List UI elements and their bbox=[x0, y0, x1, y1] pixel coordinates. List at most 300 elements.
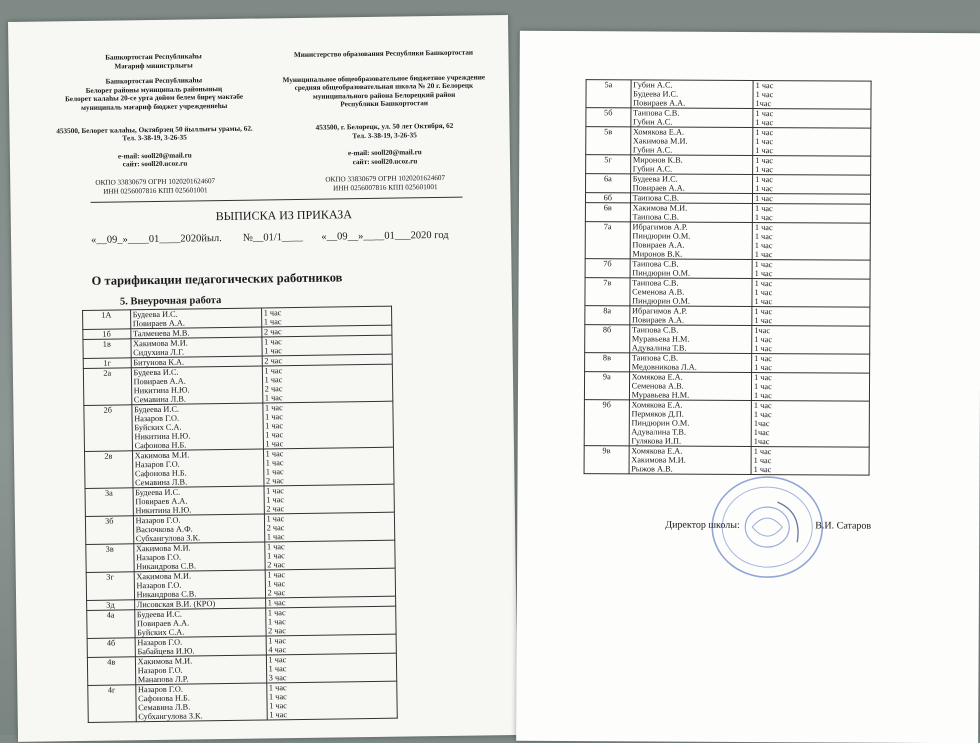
teacher-name: Повираев А.А. bbox=[135, 496, 188, 507]
hours-value: 1 час bbox=[264, 393, 283, 403]
teacher-name: Будеева И.С. bbox=[632, 174, 678, 184]
hours-value: 2 час bbox=[267, 560, 286, 570]
teacher-name: Адувалина Т.В. bbox=[631, 343, 687, 353]
hours-value: 1 час bbox=[753, 391, 772, 401]
teacher-name: Губин А.С. bbox=[633, 117, 673, 127]
hours-value: 1 час bbox=[265, 458, 284, 468]
doc-section: 5. Внеурочная работа bbox=[119, 295, 222, 308]
teacher-name: Миронов К.В. bbox=[632, 155, 683, 165]
teacher-cell bbox=[631, 80, 754, 109]
teacher-cell bbox=[134, 608, 265, 638]
hours-value: 1 час bbox=[754, 335, 773, 345]
teacher-name: Таипова С.В. bbox=[631, 325, 679, 335]
hours-value: 1 час bbox=[754, 316, 773, 326]
hours-value: 1 час bbox=[264, 366, 283, 376]
teacher-name: Медовникова Л.А. bbox=[631, 362, 697, 372]
director-role: Директор школы: bbox=[665, 519, 740, 531]
hours-value: 1 час bbox=[754, 232, 773, 242]
teacher-name: Повираев А.А. bbox=[136, 618, 190, 629]
teacher-cell bbox=[135, 655, 266, 685]
table-row bbox=[585, 278, 870, 307]
class-cell: 7б bbox=[585, 259, 630, 278]
hours-value: 1 час bbox=[755, 165, 773, 175]
hours-value: 1 час bbox=[754, 269, 773, 279]
hours-value: 1 час bbox=[755, 118, 774, 128]
header-left-address: 453500, Белорет ҡалаһы, Октябрзең 50 йыллығы урамы, 62. bbox=[56, 124, 253, 135]
class-cell: 1в bbox=[83, 339, 131, 359]
hours-cell bbox=[264, 512, 395, 542]
teacher-name: Семавина Л.В. bbox=[133, 394, 187, 405]
hours-cell bbox=[264, 484, 395, 514]
hours-value: 1 час bbox=[268, 692, 287, 702]
class-cell: 1б bbox=[83, 329, 131, 340]
teacher-name: Пермяков Д.П. bbox=[631, 409, 684, 419]
table-row bbox=[87, 606, 396, 638]
table-row bbox=[585, 203, 870, 223]
hours-value: 1 час bbox=[265, 467, 284, 477]
hours-value: 1 час bbox=[754, 307, 773, 317]
teacher-name: Таипова С.В. bbox=[633, 108, 680, 118]
teacher-name: Будеева И.С. bbox=[136, 609, 182, 620]
teacher-name: Назаров Г.О. bbox=[134, 459, 180, 470]
hours-value: 1 час bbox=[265, 449, 284, 459]
hours-cell bbox=[264, 540, 395, 570]
teacher-cell bbox=[629, 372, 752, 401]
hours-value: 1 час bbox=[268, 664, 287, 674]
extracurricular-table-right bbox=[584, 79, 872, 475]
teacher-name: Субхангулова З.К. bbox=[135, 533, 201, 544]
header-right bbox=[263, 48, 505, 194]
hours-value: 1 час bbox=[268, 683, 287, 693]
teacher-name: Пиндюрин О.М. bbox=[632, 231, 691, 241]
hours-value: 1 час bbox=[754, 279, 773, 289]
teacher-name: Никитина Н.Ю. bbox=[135, 505, 192, 516]
teacher-name: Манапова Л.Р. bbox=[137, 674, 189, 685]
class-cell: 5в bbox=[586, 127, 631, 155]
hours-cell bbox=[266, 681, 397, 720]
hours-value: 1 час bbox=[267, 598, 286, 608]
teacher-cell bbox=[133, 514, 264, 544]
teacher-name: Назаров Г.О. bbox=[135, 515, 181, 526]
header-right-site: сайт: sooll20.ucoz.ru bbox=[352, 157, 418, 166]
table-row bbox=[88, 681, 397, 722]
teacher-name: Хакимова М.И. bbox=[133, 338, 188, 349]
class-cell: 4г bbox=[88, 685, 136, 723]
teacher-name: Субхангулова З.К. bbox=[138, 711, 203, 722]
hours-value: 1 час bbox=[754, 260, 773, 270]
teacher-name: Хакимова М.И. bbox=[632, 203, 688, 213]
hours-value: 1 час bbox=[754, 213, 773, 223]
hours-cell bbox=[266, 653, 397, 683]
doc-date-line: «__09_»____01____2020йыл. №__01/1____ «__09__»____01___2020 год bbox=[90, 229, 449, 246]
hours-cell bbox=[753, 81, 871, 110]
hours-value: 1 час bbox=[753, 465, 772, 475]
teacher-cell bbox=[131, 337, 262, 358]
class-cell: 5г bbox=[586, 155, 631, 174]
teacher-cell bbox=[130, 308, 261, 329]
table-row bbox=[584, 446, 869, 475]
teacher-cell bbox=[133, 486, 264, 516]
header-right-okpo: ОКПО 33830679 ОГРН 1020201624607 bbox=[325, 174, 446, 184]
hours-value: 1 час bbox=[754, 204, 773, 214]
hours-value: 1 час bbox=[754, 344, 773, 354]
table-row bbox=[87, 653, 396, 685]
table-row bbox=[586, 174, 871, 194]
teacher-name: Будеева И.С. bbox=[133, 404, 180, 415]
doc-title: ВЫПИСКА ИЗ ПРИКАЗА bbox=[215, 207, 353, 224]
teacher-cell bbox=[132, 449, 263, 488]
header-left-school-2: Белорет районы муниципаль районының bbox=[85, 84, 223, 95]
hours-value: 1 час bbox=[754, 297, 773, 307]
teacher-name: Никитина Н.Ю. bbox=[133, 385, 190, 396]
hours-cell bbox=[751, 447, 869, 476]
header-divider bbox=[91, 197, 463, 203]
hours-value: 1 час bbox=[755, 175, 773, 185]
hours-value: 1час bbox=[753, 419, 770, 429]
teacher-name: Адувалина Т.В. bbox=[631, 427, 687, 437]
teacher-name: Таипова С.В. bbox=[631, 353, 679, 363]
class-cell: 6б bbox=[585, 193, 630, 203]
hours-value: 1 час bbox=[269, 701, 287, 711]
hours-value: 2 час bbox=[263, 327, 282, 337]
hours-value: 1час bbox=[753, 428, 770, 438]
hours-value: 2 час bbox=[264, 356, 283, 366]
hours-value: 1 час bbox=[755, 156, 774, 166]
hours-value: 3 час bbox=[268, 673, 287, 683]
teacher-name: Муравьева Н.М. bbox=[631, 334, 690, 344]
teacher-cell bbox=[629, 353, 752, 373]
hours-value: 2 час bbox=[267, 588, 286, 598]
teacher-name: Талменева М.В. bbox=[132, 328, 190, 339]
teacher-name: Сафонова Н.Б. bbox=[138, 693, 190, 704]
teacher-name: Будеева И.С. bbox=[133, 367, 179, 378]
class-cell: 6а bbox=[586, 174, 631, 193]
hours-cell bbox=[265, 568, 396, 598]
hours-value: 1 час bbox=[755, 81, 774, 91]
table-row bbox=[585, 306, 870, 326]
teacher-name: Таипова С.В. bbox=[632, 278, 679, 288]
teacher-name: Хакимова М.И. bbox=[137, 656, 193, 667]
class-cell: 1А bbox=[83, 310, 131, 330]
teacher-cell bbox=[630, 174, 753, 194]
hours-value: 1 час bbox=[754, 354, 772, 364]
teacher-cell bbox=[630, 278, 753, 307]
teacher-cell bbox=[629, 306, 752, 326]
teacher-name: Бабайцева И.Ю. bbox=[137, 646, 195, 657]
class-cell: 8б bbox=[585, 325, 630, 353]
teacher-cell bbox=[135, 683, 266, 722]
hours-cell bbox=[262, 401, 393, 449]
hours-cell bbox=[752, 223, 870, 261]
class-cell: 4а bbox=[87, 610, 135, 639]
header-left-phone: Тел. 3-38-19, 3-26-35 bbox=[122, 133, 187, 143]
teacher-name: Буйских С.А. bbox=[137, 627, 185, 638]
hours-value: 1 час bbox=[264, 337, 282, 347]
teacher-name: Хомякова Е.А. bbox=[632, 127, 685, 137]
teacher-name: Никитина Н.Ю. bbox=[134, 431, 191, 442]
teacher-name: Губин А.С. bbox=[632, 145, 673, 155]
hours-cell bbox=[752, 354, 870, 374]
teacher-name: Семавина Л.В. bbox=[134, 477, 188, 488]
hours-value: 1 час bbox=[754, 288, 773, 298]
hours-value: 1 час bbox=[266, 532, 285, 542]
teacher-cell bbox=[629, 400, 752, 447]
teacher-name: Повираев А.А. bbox=[633, 98, 686, 108]
table-row bbox=[85, 484, 394, 516]
header-left-org: Башкортостан Республикаһы bbox=[105, 52, 202, 62]
hours-cell bbox=[752, 307, 870, 327]
hours-cell bbox=[263, 447, 394, 486]
header-right-school-3: муниципального района Белорецкий район bbox=[312, 90, 456, 101]
teacher-cell bbox=[629, 325, 752, 354]
extracurricular-table-left bbox=[82, 306, 398, 723]
hours-cell bbox=[262, 335, 393, 356]
class-cell: 4в bbox=[87, 657, 135, 686]
hours-cell bbox=[753, 194, 871, 205]
table-row bbox=[584, 400, 869, 447]
table-row bbox=[86, 568, 395, 600]
header-left-inn: ИНН 0256007816 КПП 025601001 bbox=[103, 185, 208, 196]
teacher-cell bbox=[630, 259, 753, 279]
teacher-cell bbox=[631, 108, 754, 128]
class-cell: 3а bbox=[85, 488, 133, 517]
hours-value: 1час bbox=[753, 437, 770, 447]
class-cell: 7а bbox=[585, 222, 630, 259]
class-cell: 7в bbox=[585, 278, 630, 306]
teacher-cell bbox=[629, 446, 752, 475]
teacher-name: Миронов В.К. bbox=[632, 249, 683, 259]
header-left-school-4: муниципаль мәғариф бюджет учреждениеһы bbox=[81, 101, 228, 112]
teacher-name: Назаров Г.О. bbox=[137, 665, 183, 676]
teacher-name: Хакимова М.И. bbox=[136, 571, 192, 582]
table-row bbox=[585, 353, 870, 373]
hours-value: 1 час bbox=[755, 90, 774, 100]
teacher-name: Пиндюрин О.М. bbox=[632, 296, 691, 306]
table-row bbox=[584, 372, 869, 401]
header-left-site: сайт: sooll20.ucoz.ru bbox=[122, 159, 188, 169]
hours-value: 2 час bbox=[266, 504, 285, 514]
table-row bbox=[86, 540, 395, 572]
class-cell: 6в bbox=[585, 203, 630, 222]
class-cell: 4б bbox=[87, 638, 135, 658]
teacher-name: Семенова А.В. bbox=[631, 381, 684, 391]
teacher-cell bbox=[133, 542, 264, 572]
hours-cell bbox=[265, 606, 396, 636]
teacher-name: Семенова А.В. bbox=[632, 287, 685, 297]
hours-value: 1 час bbox=[753, 456, 772, 466]
hours-value: 1 час bbox=[264, 346, 283, 356]
teacher-name: Хомякова Е.А. bbox=[631, 372, 683, 382]
teacher-name: Васючкова А.Ф. bbox=[135, 524, 193, 535]
teacher-name: Никандрова С.В. bbox=[136, 589, 197, 600]
header-left bbox=[48, 52, 260, 197]
hours-value: 1 час bbox=[265, 412, 283, 422]
hours-value: 1 час bbox=[753, 410, 772, 420]
hours-cell bbox=[753, 109, 871, 129]
class-cell: 2а bbox=[83, 368, 131, 406]
hours-value: 1 час bbox=[755, 184, 773, 194]
table-row bbox=[85, 447, 394, 488]
table-row bbox=[585, 222, 870, 260]
hours-value: 1 час bbox=[755, 109, 774, 119]
hours-value: 1 час bbox=[265, 421, 284, 431]
teacher-name: Пиндюрин О.М. bbox=[631, 418, 690, 428]
hours-value: 1 час bbox=[265, 430, 284, 440]
teacher-name: Пиндюрин О.М. bbox=[632, 268, 691, 278]
teacher-name: Будеева И.С. bbox=[135, 487, 181, 498]
hours-value: 1 час bbox=[754, 382, 772, 392]
class-cell: 9а bbox=[584, 372, 629, 400]
header-right-school-1: Муниципальное общеобразовательное бюджетное учреждение bbox=[282, 72, 486, 84]
teacher-cell bbox=[131, 366, 262, 405]
table-row bbox=[586, 127, 871, 156]
header-left-school-1: Башкортостан Республикаһы bbox=[105, 76, 203, 86]
teacher-name: Никандрова С.В. bbox=[136, 561, 197, 572]
table-row bbox=[85, 512, 394, 544]
hours-value: 1 час bbox=[266, 486, 284, 496]
teacher-name: Таипова С.В. bbox=[632, 259, 679, 269]
teacher-name: Ибрагимов А.Р. bbox=[632, 306, 688, 316]
teacher-name: Гулякова И.П. bbox=[631, 436, 682, 446]
teacher-name: Повираев А.А. bbox=[132, 318, 186, 329]
teacher-cell bbox=[131, 403, 263, 451]
header-right-email: e-mail: sooll20@mail.ru bbox=[347, 148, 422, 158]
teacher-cell bbox=[630, 222, 753, 260]
table-row bbox=[586, 80, 871, 109]
teacher-name: Лисовская В.И. (КРО) bbox=[136, 599, 216, 610]
hours-value: 1 час bbox=[755, 128, 774, 138]
hours-value: 1 час bbox=[755, 146, 774, 156]
hours-cell bbox=[752, 279, 870, 308]
hours-cell bbox=[266, 634, 397, 655]
hours-value: 1 час bbox=[266, 551, 285, 561]
header-right-address: 453500, г. Белорецк, ул. 50 лет Октября, 62 bbox=[315, 121, 454, 132]
doc-heading: О тарификации педагогических работников bbox=[91, 270, 343, 288]
teacher-name: Буйских С.А. bbox=[134, 422, 182, 433]
teacher-name: Битунова К.А. bbox=[133, 357, 185, 368]
hours-value: 1 час bbox=[268, 636, 287, 646]
class-cell: 8в bbox=[585, 353, 630, 372]
header-right-ministry: Министерство образования Республики Башкортостан bbox=[293, 48, 474, 60]
header-right-phone: Тел. 3-38-19, 3-26-35 bbox=[352, 130, 417, 140]
hours-cell bbox=[753, 156, 871, 176]
teacher-name: Муравьева Н.М. bbox=[631, 390, 690, 400]
hours-value: 2 час bbox=[266, 523, 285, 533]
teacher-name: Будеева И.С. bbox=[633, 89, 679, 99]
header-left-ministry: Мәғариф министрлығы bbox=[114, 61, 193, 71]
director-name: В.И. Сатаров bbox=[815, 520, 872, 532]
hours-value: 1 час bbox=[264, 403, 283, 413]
teacher-name: Хакимова М.И. bbox=[135, 543, 191, 554]
teacher-name: Повираев А.А. bbox=[133, 376, 186, 387]
header-right-school-2: средняя общеобразовательная школа № 20 г. Белорецк bbox=[294, 81, 474, 93]
table-row bbox=[586, 155, 871, 175]
hours-cell bbox=[753, 128, 871, 157]
hours-cell bbox=[751, 373, 869, 402]
hours-value: 1 час bbox=[267, 608, 286, 618]
hours-value: 1 час bbox=[264, 375, 283, 385]
teacher-name: Повираев А.А. bbox=[632, 240, 685, 250]
hours-value: 1 час bbox=[266, 495, 285, 505]
teacher-name: Назаров Г.О. bbox=[136, 580, 182, 591]
teacher-name: Повираев А.А. bbox=[631, 315, 685, 325]
class-cell: 2б bbox=[84, 405, 132, 452]
teacher-cell bbox=[630, 155, 753, 175]
teacher-name: Хакимова М.И. bbox=[632, 136, 688, 146]
header-right-school-4: Республики Башкортостан bbox=[340, 99, 429, 109]
hours-value: 1 час bbox=[269, 710, 288, 720]
teacher-name: Губин А.С. bbox=[633, 80, 673, 90]
class-cell: 1г bbox=[83, 358, 131, 369]
hours-cell bbox=[752, 204, 870, 224]
hours-value: 1 час bbox=[754, 363, 772, 373]
teacher-name: Будеева И.С. bbox=[132, 309, 178, 320]
hours-value: 1 час bbox=[754, 223, 773, 233]
class-cell: 9б bbox=[584, 400, 629, 446]
hours-cell bbox=[752, 326, 870, 355]
teacher-name: Повираев А.А. bbox=[632, 183, 685, 193]
table-row bbox=[585, 259, 870, 279]
class-cell: 3б bbox=[85, 516, 133, 545]
hours-value: 1 час bbox=[265, 439, 284, 449]
hours-cell bbox=[261, 306, 392, 327]
header-right-inn: ИНН 0256007816 КПП 025601001 bbox=[333, 182, 438, 193]
teacher-cell bbox=[630, 203, 753, 223]
teacher-name: Хакимова М.И. bbox=[134, 450, 190, 461]
class-cell: 2в bbox=[85, 451, 133, 489]
hours-value: 1 час bbox=[753, 401, 772, 411]
hours-value: 1 час bbox=[754, 373, 772, 383]
hours-value: 1 час bbox=[755, 137, 774, 147]
right-page bbox=[516, 31, 980, 743]
teacher-name: Хомякова Е.А. bbox=[631, 446, 683, 456]
teacher-name: Сафонова Н.Б. bbox=[134, 440, 187, 451]
hours-value: 1 час bbox=[268, 655, 287, 665]
teacher-name: Назаров Г.О. bbox=[134, 413, 180, 424]
teacher-cell bbox=[630, 193, 752, 204]
hours-value: 1 час bbox=[263, 308, 282, 318]
table-row bbox=[586, 108, 871, 128]
teacher-cell bbox=[134, 570, 265, 600]
hours-value: 4 час bbox=[268, 645, 287, 655]
teacher-name: Таипова С.В. bbox=[632, 212, 679, 222]
hours-cell bbox=[753, 175, 871, 195]
teacher-cell bbox=[630, 127, 753, 156]
class-cell: 3в bbox=[86, 544, 134, 573]
teacher-name: Назаров Г.О. bbox=[137, 684, 183, 695]
table-row bbox=[84, 401, 394, 451]
header-left-school-3: Белорет ҡалаһы 20-се урта дөйөм белем биреү мәктәбе bbox=[65, 93, 244, 104]
hours-cell bbox=[751, 401, 869, 448]
teacher-name: Губин А.С. bbox=[632, 164, 673, 174]
class-cell: 5б bbox=[586, 108, 631, 127]
hours-cell bbox=[262, 364, 393, 403]
hours-value: 2 час bbox=[265, 476, 284, 486]
hours-value: 1 час bbox=[754, 250, 773, 260]
teacher-name: Ибрагимов А.Р. bbox=[632, 222, 688, 232]
teacher-name: Рыжов А.В. bbox=[631, 464, 673, 474]
hours-value: 1 час bbox=[266, 542, 285, 552]
hours-value: 1 час bbox=[754, 241, 773, 251]
teacher-name: Назаров Г.О. bbox=[137, 637, 183, 648]
teacher-name: Назаров Г.О. bbox=[136, 552, 182, 563]
hours-value: 2 час bbox=[268, 626, 286, 636]
table-row bbox=[585, 325, 870, 354]
hours-value: 1 час bbox=[266, 514, 285, 524]
hours-value: 1час bbox=[755, 99, 772, 109]
hours-value: 1 час bbox=[263, 317, 282, 327]
header-left-okpo: ОКПО 33830679 ОГРН 1020201624607 bbox=[95, 177, 216, 187]
